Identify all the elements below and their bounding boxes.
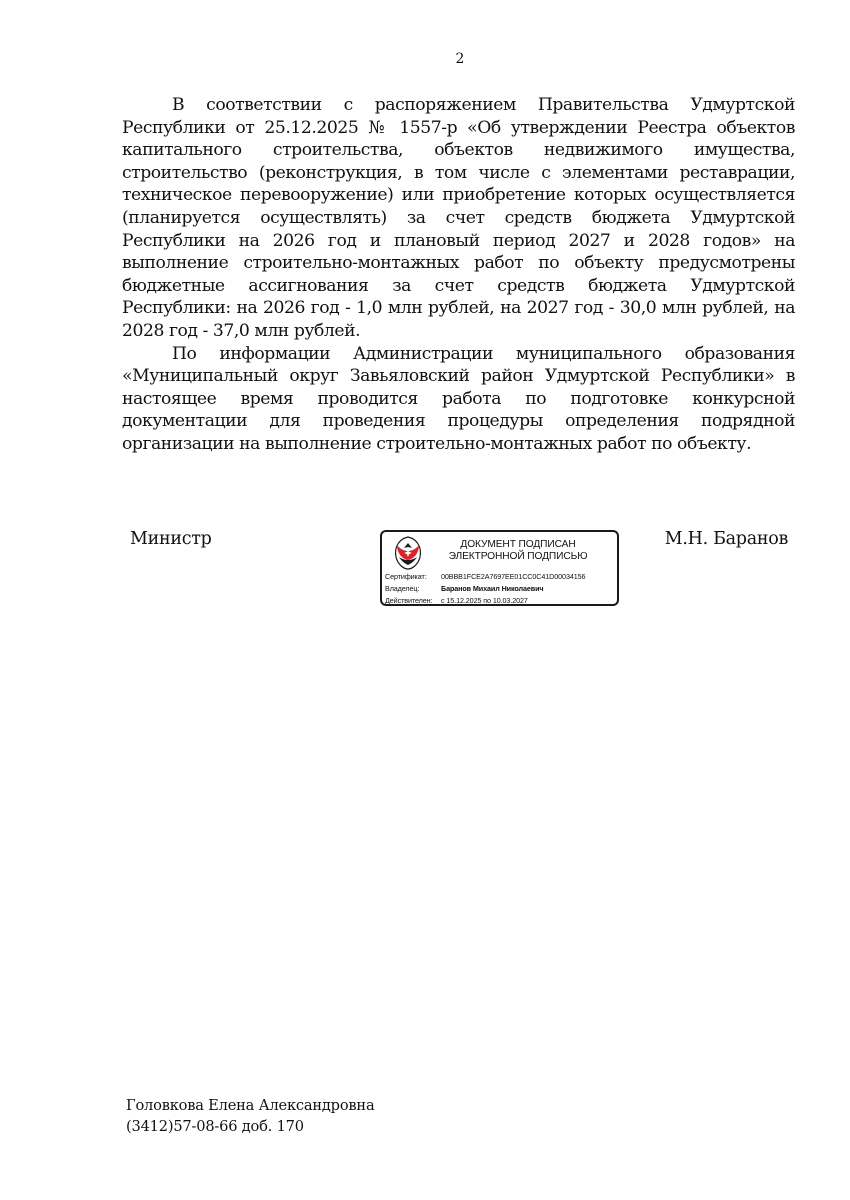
esig-valid-value: с 15.12.2025 по 10.03.2027	[441, 596, 528, 605]
paragraph-funding: В соответствии с распоряжением Правительства Удмуртской Республики от 25.12.2025 № 1557-р «Об утверждении Реестра объектов капитального строительства, объектов недвижимого имущества, строительство (реконструкция, в том числе с элементами реставрации, техническое перевооружение) или приобретение которых осуществляется (планируется осуществлять) за счет средств бюджета Удмуртской Республики на 2026 год и плановый период 2027 и 2028 годов» на выполнение строительно-монтажных работ по объекту предусмотрены бюджетные ассигнования за счет средств бюджета Удмуртской Республики: на 2026 год - 1,0 млн рублей, на 2027 год - 30,0 млн рублей, на 2028 год - 37,0 млн рублей.	[122, 95, 795, 341]
document-body	[122, 94, 795, 456]
esig-certificate-label: Сертификат:	[385, 572, 427, 581]
esig-header	[438, 539, 598, 562]
executor-block	[126, 1095, 374, 1137]
paragraph-status: По информации Администрации муниципального образования «Муниципальный округ Завьяловский район Удмуртской Республики» в настоящее время проводится работа по подготовке конкурсной документации для проведения процедуры определения подрядной организации на выполнение строительно-монтажных работ по объекту.	[122, 343, 795, 454]
esig-owner-value: Баранов Михаил Николаевич	[441, 584, 544, 593]
udmurtia-emblem-icon	[390, 535, 426, 571]
signer-position: Министр	[130, 529, 212, 549]
electronic-signature-stamp	[380, 530, 619, 606]
executor-name: Головкова Елена Александровна	[126, 1097, 375, 1114]
esig-valid-label: Действителен:	[385, 596, 433, 605]
esig-owner-row	[385, 584, 543, 593]
esig-valid-row	[385, 596, 528, 605]
executor-phone: (3412)57-08-66 доб. 170	[126, 1118, 304, 1135]
esig-certificate-row	[385, 572, 585, 581]
esig-header-line1: ДОКУМЕНТ ПОДПИСАН	[460, 539, 576, 550]
signer-name: М.Н. Баранов	[664, 529, 788, 549]
esig-certificate-value: 00BBB1FCE2A7697EE01CC0C41D00034156	[441, 572, 586, 581]
esig-header-line2: ЭЛЕКТРОННОЙ ПОДПИСЬЮ	[448, 550, 588, 562]
esig-owner-label: Владелец:	[385, 584, 420, 593]
page-number: 2	[455, 51, 465, 67]
